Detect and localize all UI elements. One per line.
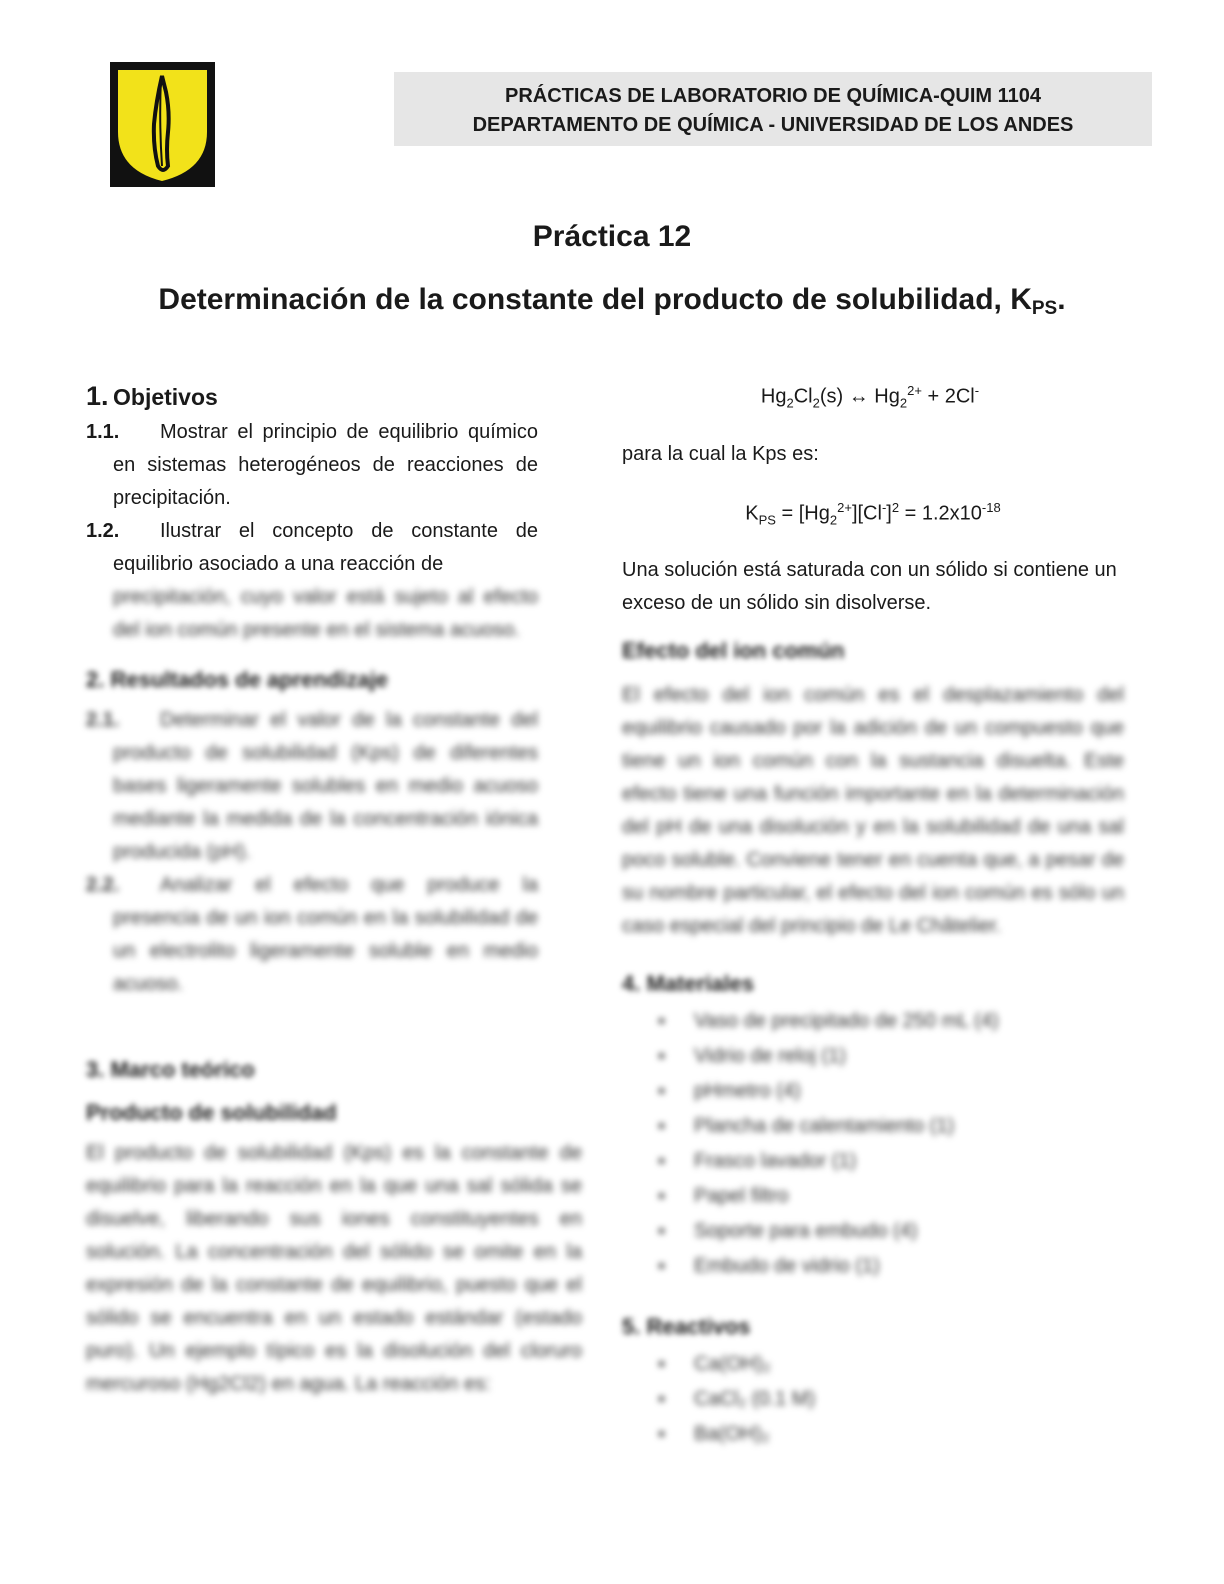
list-item: ▪ Soporte para embudo (4) [658,1220,918,1243]
section-title: Objetivos [113,384,218,410]
item-first-word: Mostrar [160,421,228,443]
item-number: 2.1. [86,709,120,731]
university-logo [110,62,215,187]
title-text: Determinación de la constante del producto de solubilidad, K [158,283,1032,316]
common-ion-paragraph: El efecto del ion común es el desplazamiento del equilibrio causado por la adición de un compuesto que tiene un ion común con la sustancia disuelta. Este efecto tiene una función importante en la determinación del pH de una disolución y en la solubilidad de una sal poco soluble. Conviene tener en cuenta que, a pesar de su nombre particular, el efecto del ion común es sólo un caso especial del principio de Le Châtelier. [622,684,1124,938]
header-line-2: DEPARTAMENTO DE QUÍMICA - UNIVERSIDAD DE LOS ANDES [472,114,1074,136]
item-first-word: Ilustrar [160,520,222,542]
document-title [0,283,1224,320]
item-number: 1.2. [86,520,120,542]
list-item: ▪ Frasco lavador (1) [658,1150,857,1173]
objective-item [86,515,538,647]
item-text: Analizar el efecto que produce la presencia de un ion común en la solubilidad de un electrolito ligeramente soluble en medio acuoso. [113,874,538,995]
item-text: Determinar el valor de la constante del producto de solubilidad (Kps) de diferentes bases ligeramente solubles en medio acuoso mediante la medida de la concentración iónica producida (pH). [113,709,538,863]
reagents-list [622,1347,1124,1452]
practice-title: Práctica 12 [532,220,692,253]
blurred-text: precipitación, cuyo valor está sujeto al efecto del ion común presente en el sistema acuoso. [113,586,538,641]
saturated-paragraph: Una solución está saturada con un sólido si contiene un exceso de un sólido sin disolverse. [622,559,1117,615]
list-item: ▪ Plancha de calentamiento (1) [658,1115,955,1138]
right-column [622,374,1124,1452]
item-number: 1.1. [86,421,120,443]
title-subscript: PS [1031,298,1058,319]
objective-item [86,416,538,515]
list-item: ▪ Vaso de precipitado de 250 mL (4) [658,1010,999,1033]
materials-heading: 4. Materiales [622,971,755,997]
list-item: ▪ Papel filtro [658,1185,789,1208]
theory-paragraph: El producto de solubilidad (Kps) es la constante de equilibrio para la reacción en la que una sal sólida se disuelve, liberando sus iones constituyentes en solución. La concentración del sólido se omite en la expresión de la constante de equilibrio, puesto que el sólido se encuentra en un estado estándar (estado puro). Un ejemplo típico es la disolución del cloruro mercuroso (Hg2Cl2) en agua. La reacción es: [86,1142,582,1395]
common-ion-heading: Efecto del ion común [622,638,845,664]
left-column [86,380,582,1401]
reagents-heading: 5. Reactivos [622,1314,751,1340]
list-item: ▪ CaCl₂ (0.1 M) [658,1388,816,1411]
title-period: . [1057,283,1066,316]
learning-item [86,869,538,1001]
materials-list [622,1004,1124,1284]
section-number: 1. [86,381,109,411]
theory-heading: 3. Marco teórico [86,1057,255,1082]
objectives-heading [86,380,538,414]
item-number: 2.2. [86,874,120,896]
learning-item [86,704,538,869]
solubility-subheading: Producto de solubilidad [86,1100,337,1125]
header-line-1: PRÁCTICAS DE LABORATORIO DE QUÍMICA-QUIM 1104 [505,85,1041,107]
equilibrium-equation: $Hg_2Cl_2(s)$ ↔ $Hg_2^{2+} + 2Cl^-$ [760,383,980,411]
document-header [394,72,1152,146]
list-item: ▪ pHmetro (4) [658,1080,801,1103]
item-text: el concepto de constante de equilibrio asociado a una reacción de [113,520,538,575]
kps-equation: $K_{PS} = [Hg_2^{2+}][Cl^-]^2 = 1.2x10^{-18}$ [745,499,1001,528]
list-item: ▪ Embudo de vidrio (1) [658,1255,880,1278]
list-item: ▪ Ba(OH)₂ [658,1423,770,1446]
item-text: el principio de equilibrio químico en sistemas heterogéneos de reacciones de precipitación. [113,421,538,509]
kps-intro: para la cual la Kps es: [622,442,819,465]
list-item: ▪ Ca(OH)₂ [658,1353,771,1376]
learning-heading: 2. Resultados de aprendizaje [86,667,388,692]
list-item: ▪ Vidrio de reloj (1) [658,1045,846,1068]
